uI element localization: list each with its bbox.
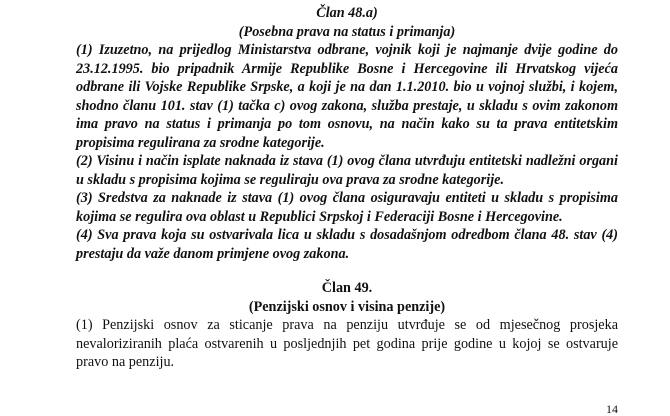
document-page xyxy=(76,4,618,372)
article-49-title: Član 49. xyxy=(321,280,373,296)
article-48a-title: Član 48.a) xyxy=(316,5,378,21)
page-number: 14 xyxy=(606,402,618,416)
article-48a-subtitle: (Posebna prava na status i primanja) xyxy=(238,23,456,40)
article-48a-paragraph-1: (1) Izuzetno, na prijedlog Ministarstva odbrane, vojnik koji je najmanje dvije godine do 23.12.1995. bio pripadnik Armije Republike Bosne i Hercegovine ili Hrvatskog vijeća odbrane ili Vojske Republike Srpske, a koji je na dan 1.1.2010. bio u vojnoj službi, i kojem, shodno članu 101. stav (1) tačka c) ovog zakona, služba prestaje, u skladu s ovim zakonom ima pravo na status i primanja po tom osnovu, na način kako su ta prava entitetskim propisima regulirana za srodne kategorije. xyxy=(76,42,618,151)
article-49-subtitle: (Penzijski osnov i visina penzije) xyxy=(248,298,446,315)
article-49-paragraph-1: (1) Penzijski osnov za sticanje prava na penziju utvrđuje se od mjesečnog prosjeka nevaloriziranih plaća ostvarenih u posljednjih pet godina prije godine u kojoj se ostvaruje pravo na penziju. xyxy=(76,317,618,370)
article-48a-paragraph-3: (3) Sredstva za naknade iz stava (1) ovog člana osiguravaju entiteti u skladu s propisima kojima se regulira ova oblast u Republici Srpskoj i Federaciji Bosne i Hercegovine. xyxy=(76,190,618,225)
article-48a-paragraph-4: (4) Sva prava koja su ostvarivala lica u skladu s dosadašnjom odredbom člana 48. stav (4) prestaju da važe danom primjene ovog zakona. xyxy=(76,227,618,262)
article-48a-paragraph-2: (2) Visinu i način isplate naknada iz stava (1) ovog člana utvrđuju entitetski nadležni organi u skladu s propisima kojima se reguliraju ova prava za srodne kategorije. xyxy=(76,153,618,188)
section-gap xyxy=(76,263,618,279)
